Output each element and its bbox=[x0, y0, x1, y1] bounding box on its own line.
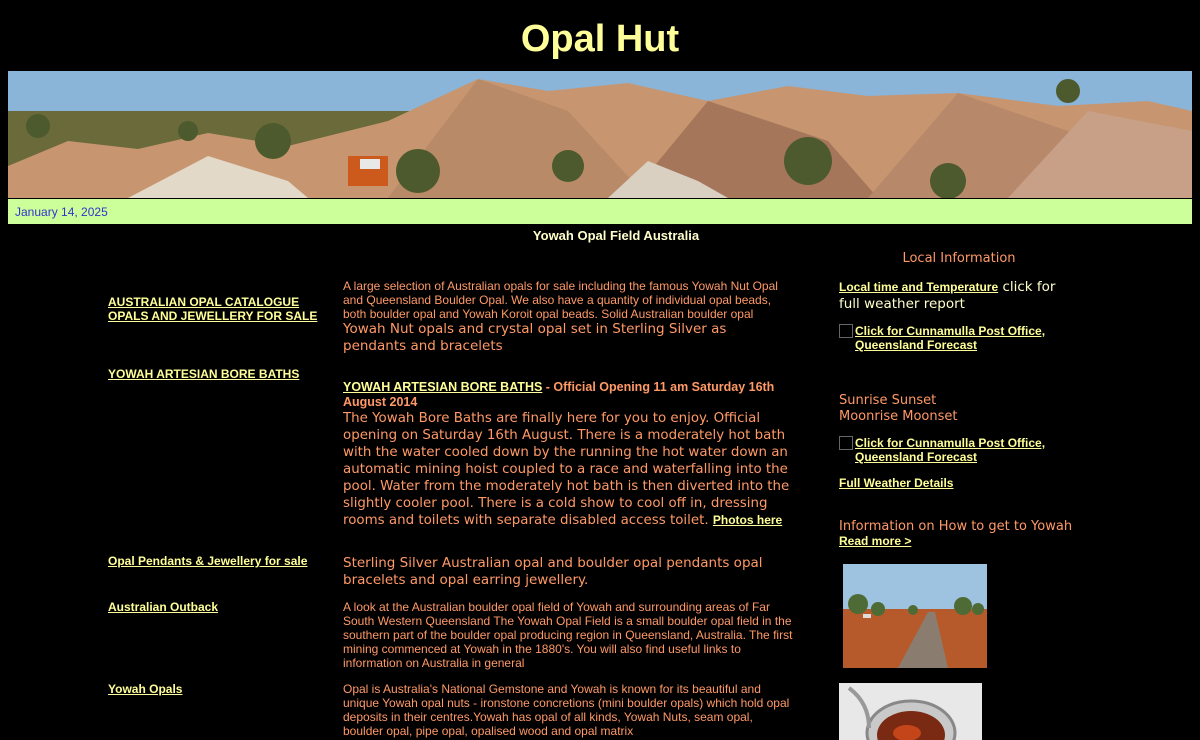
bore-baths-heading: - Official Opening 11 am Saturday 16th August 2014 bbox=[343, 380, 775, 409]
photos-here-link[interactable]: Photos here bbox=[712, 513, 783, 527]
broken-image-icon bbox=[839, 436, 853, 450]
link-opal-pendants[interactable]: Opal Pendants & Jewellery for sale bbox=[108, 554, 308, 568]
local-time-block bbox=[839, 279, 1079, 313]
catalogue-description-text-2: Yowah Nut opals and crystal opal set in Sterling Silver as pendants and bracelets bbox=[343, 321, 727, 354]
read-more-link[interactable]: Read more > bbox=[839, 534, 912, 548]
sun-moon-info bbox=[839, 393, 957, 425]
forecast-alt-text-2: Click for Cunnamulla Post Office, Queensland Forecast bbox=[855, 436, 1046, 464]
site-title: Opal Hut bbox=[520, 18, 680, 60]
outback-description: A look at the Australian boulder opal field of Yowah and surrounding areas of Far South Western Queensland The Yowah Opal Field is a small boulder opal field in the southern part of the boulder opal producing region in Queensland, Australia. The first mining commenced at Yowah in the 1880's. You will also find useful links to information on Australia in general bbox=[343, 600, 793, 670]
opal-pendant-photo[interactable] bbox=[839, 683, 982, 740]
outback-road-photo[interactable] bbox=[843, 564, 987, 668]
bore-baths-section bbox=[343, 380, 793, 529]
yowah-opals-description: Opal is Australia's National Gemstone and Yowah is known for its beautiful and unique Yowah opal nuts - ironstone concretions (mini boulder opals) which hold opal deposits in their centres.Yowah has opal of all kinds, Yowah Nuts, seam opal, boulder opal, pipe opal, opalised wood and opal matrix bbox=[343, 682, 790, 738]
forecast-alt-text: Click for Cunnamulla Post Office, Queensland Forecast bbox=[855, 324, 1046, 352]
broken-image-icon bbox=[839, 324, 853, 338]
full-weather-link[interactable]: Full Weather Details bbox=[839, 476, 954, 490]
local-time-suffix: click for full weather report bbox=[839, 279, 1056, 312]
link-yowah-opals[interactable]: Yowah Opals bbox=[108, 682, 183, 696]
pendants-description: Sterling Silver Australian opal and boulder opal pendants opal bracelets and opal earring jewellery. bbox=[343, 555, 763, 588]
link-opal-catalogue[interactable]: AUSTRALIAN OPAL CATALOGUE OPALS AND JEWELLERY FOR SALE bbox=[108, 295, 318, 323]
bore-baths-text: The Yowah Bore Baths are finally here for you to enjoy. Official opening on Saturday 16th August. There is a moderately hot bath with the water cooled down by the running the hot water down an automatic mining hoist coupled to a race and waterfalling into the pool. Water from the moderately hot bath is then diverted into the slightly cooler pool. There is a cold show to cool off in, dressing rooms and toilets with separate disabled access toilet. bbox=[343, 411, 790, 528]
yowah-directions-info: Information on How to get to Yowah bbox=[839, 519, 1073, 534]
current-date: January 14, 2025 bbox=[15, 205, 108, 219]
sunrise-sunset: Sunrise Sunset bbox=[839, 393, 937, 408]
page-subtitle: Yowah Opal Field Australia bbox=[532, 228, 700, 243]
catalogue-description bbox=[343, 279, 793, 355]
opal-field-banner-image bbox=[8, 71, 1192, 198]
forecast-image-link[interactable] bbox=[839, 324, 1049, 352]
link-australian-outback[interactable]: Australian Outback bbox=[108, 600, 219, 614]
local-time-link[interactable]: Local time and Temperature bbox=[839, 280, 999, 294]
moonrise-moonset: Moonrise Moonset bbox=[839, 409, 958, 424]
catalogue-description-text: A large selection of Australian opals for sale including the famous Yowah Nut Opal and Queensland Boulder Opal. We also have a quantity of individual opal beads, both boulder opal and Yowah Koroit opal beads. Solid Australian boulder opal bbox=[343, 279, 778, 321]
local-info-heading: Local Information bbox=[902, 251, 1016, 266]
link-bore-baths[interactable]: YOWAH ARTESIAN BORE BATHS bbox=[108, 367, 300, 381]
date-bar bbox=[8, 199, 1192, 224]
forecast-image-link-2[interactable] bbox=[839, 436, 1049, 464]
bore-baths-heading-link[interactable]: YOWAH ARTESIAN BORE BATHS bbox=[343, 380, 543, 394]
